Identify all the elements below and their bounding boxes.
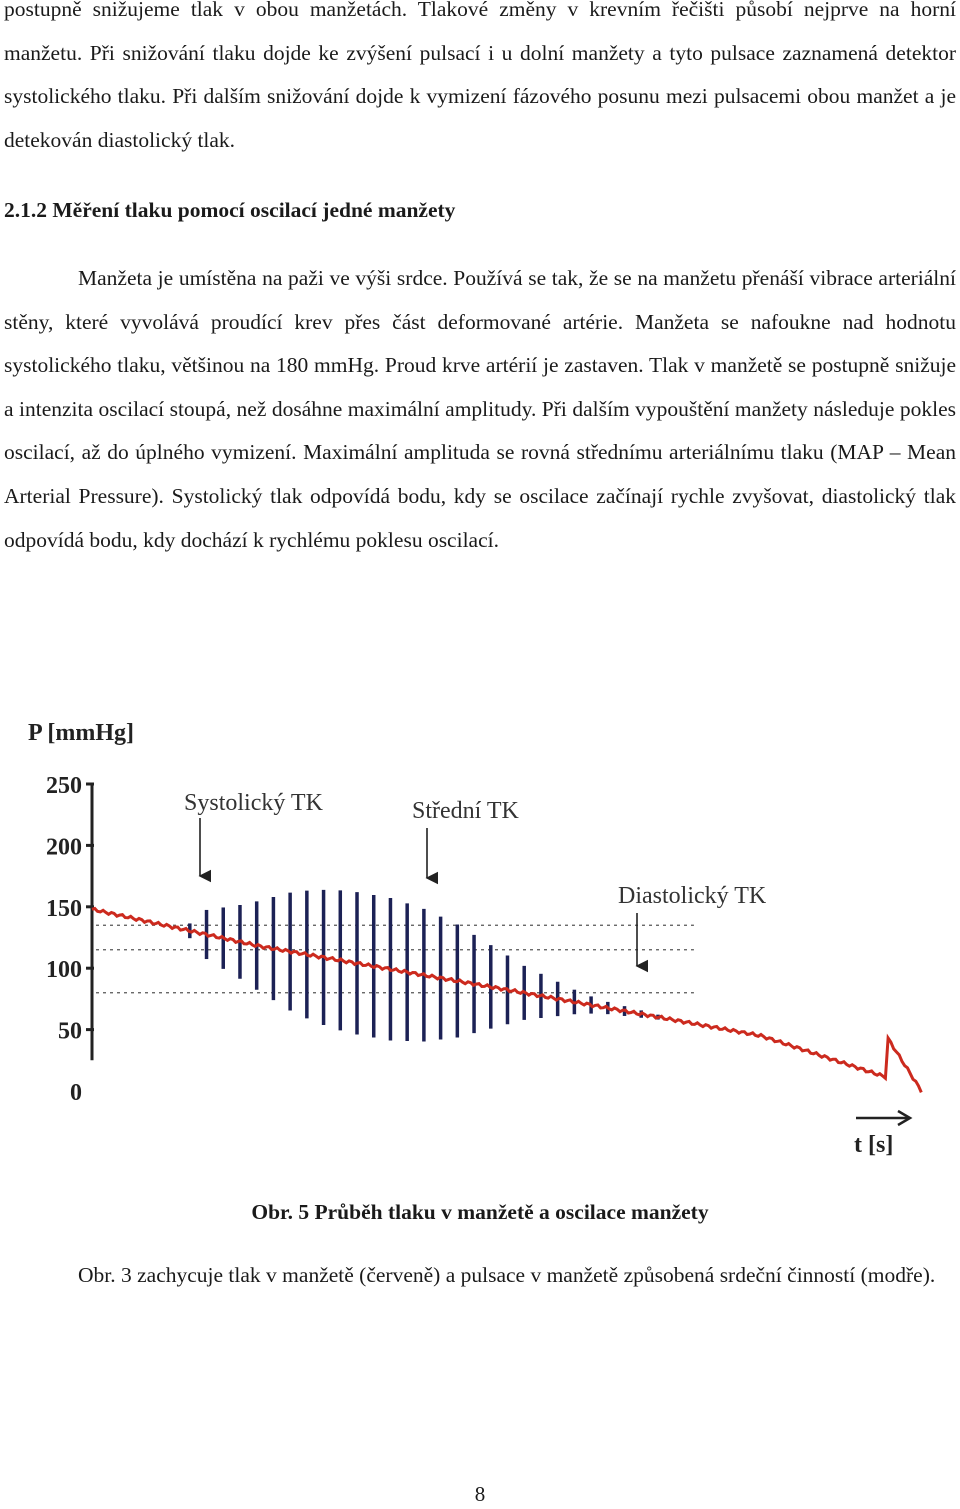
y-tick-label: 100	[46, 957, 82, 984]
section-heading: 2.1.2 Měření tlaku pomocí oscilací jedné manžety	[4, 198, 456, 222]
annotation-label: Systolický TK	[184, 790, 323, 816]
annotation-label: Diastolický TK	[618, 883, 767, 909]
paragraph-oscillometric: Manžeta je umístěna na paži ve výši srdce. Používá se tak, že se na manžetu přenáší vibrace arteriální stěny, které vyvolává proudící krev přes část deformované artérie. Manžeta se nafoukne nad hodnotu systolického tlaku, většinou na 180 mmHg. Proud krve artérií je zastaven. Tlak v manžetě se postupně snižuje a intenzita oscilací stoupá, než dosáhne maximální amplitudy. Při dalším vypouštění manžety následuje pokles oscilací, až do úplného vymizení. Maximální amplituda se rovná střednímu arteriálnímu tlaku (MAP – Mean Arterial Pressure). Systolický tlak odpovídá bodu, kdy se oscilace začínají rychle zvyšovat, diastolický tlak odpovídá bodu, kdy dochází k rychlému poklesu oscilací.	[4, 266, 956, 552]
pressure-chart	[20, 700, 940, 1170]
figure-caption: Obr. 5 Průběh tlaku v manžetě a oscilace manžety	[251, 1200, 709, 1224]
paragraph-continued: postupně snižujeme tlak v obou manžetách. Tlakové změny v krevním řečišti působí nejprve na horní manžetu. Při snižování tlaku dojde ke zvýšení pulsací i u dolní manžety a tyto pulsace zaznamená detektor systolického tlaku. Při dalším snižování dojde k vymizení fázového posunu mezi pulsacemi obou manžet a je detekován diastolický tlak.	[4, 0, 956, 152]
page-number: 8	[474, 1482, 486, 1506]
y-tick-label: 250	[46, 773, 82, 799]
y-tick-label: 200	[46, 834, 82, 861]
y-tick-label: 150	[46, 895, 82, 922]
y-tick-label: 50	[58, 1018, 82, 1045]
y-tick-label: 0	[70, 1080, 82, 1106]
pressure-oscillation-figure	[20, 700, 940, 1170]
paragraph-figure-description: Obr. 3 zachycuje tlak v manžetě (červeně) a pulsace v manžetě způsobená srdeční činností (modře).	[78, 1263, 936, 1287]
x-axis-label: t [s]	[854, 1132, 894, 1158]
y-axis-label: P [mmHg]	[28, 720, 134, 746]
annotation-label: Střední TK	[412, 798, 519, 824]
